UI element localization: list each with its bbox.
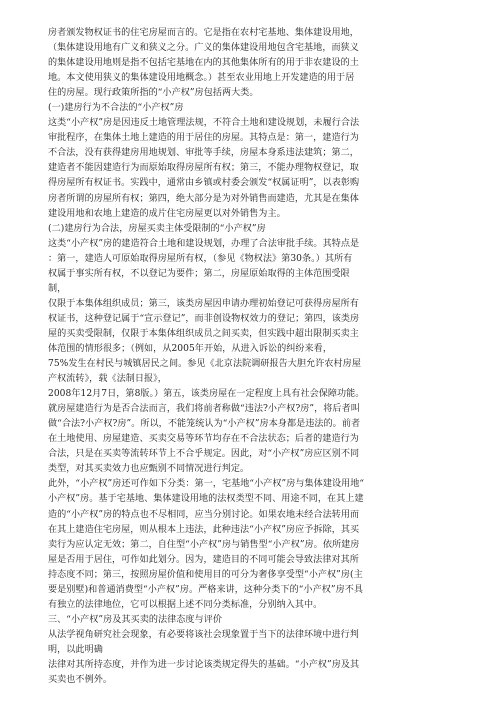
text-line: 在其上建造住宅房屋，则从根本上违法，此种违法“小产权”房应予拆除，其买 <box>48 524 360 535</box>
text-line: 合法，只是在买卖等流转环节上不合乎规定。因此，对“小产权”房应区别不同 <box>48 449 360 460</box>
text-line: 类型，对其买卖效力也应甄别不同情况进行判定。 <box>48 464 250 475</box>
text-line: 建造者不能因建造行为而原始取得房屋所有权；第三，不能办理物权登记，取 <box>48 163 359 174</box>
text-line: 这类“小产权”房是因违反土地管理法规，不符合土地和建设规划，未履行合法 <box>48 118 360 129</box>
text-line: 不合法，没有获得建房用地规划、审批等手续，房屋本身系违法建筑；第二， <box>48 148 359 159</box>
text-line: 的集体建设用地则是指不包括宅基地在内的其他集体所有的用于非农建设的土 <box>48 58 359 69</box>
section-heading: (一)建房行为不合法的“小产权”房 <box>48 103 184 114</box>
text-line: 建设用地和农地上建造的成片住宅房屋更以对外销售为主。 <box>48 208 286 219</box>
text-line: 造的“小产权”房的特点也不尽相同，应当分别讨论。如果农地未经合法转用而 <box>48 509 360 520</box>
text-line: （集体建设用地有广义和狭义之分。广义的集体建设用地包含宅基地，而狭义 <box>48 43 359 54</box>
text-line: 体范围的情形很多；（例如，从2005年开始，从进入诉讼的纠纷来看， <box>48 343 332 354</box>
text-line: 有独立的法律地位，它可以根据上述不同分类标准，分别纳入其中。 <box>48 599 323 610</box>
text-line: 屋是否用于居住，可作如此划分。因为，建造目的不同可能会导致法律对其所 <box>48 554 359 565</box>
text-line: 就房屋建造行为是否合法而言，我们将前者称做“违法?小产权?房”，将后者叫 <box>48 404 360 415</box>
text-line: ：第一，建造人可原始取得房屋所有权，（参见《物权法》第30条。）其所有 <box>48 253 353 264</box>
text-line: 屋的买卖受限制，仅限于本集体组织成员之间买卖，但实践中超出限制买卖主 <box>48 328 359 339</box>
text-line: 得房屋所有权证书。实践中，通常由乡镇或村委会颁发“权属证明”，以表彰购 <box>48 178 360 189</box>
text-line: 仅限于本集体组织成员；第三，该类房屋因申请办理初始登记可获得房屋所有 <box>48 298 359 309</box>
text-line: 房者所谓的房屋所有权；第四，绝大部分是为对外销售而建造，尤其是在集体 <box>48 193 359 204</box>
text-line: 持态度不同；第三，按照房屋价值和使用目的可分为奢侈享受型“小产权”房(主 <box>48 569 363 580</box>
text-line: 明，以此明确 <box>48 644 103 655</box>
text-line: 制， <box>48 283 67 294</box>
text-line: 在土地使用、房屋建造、买卖交易等环节均存在不合法状态；后者的建造行为 <box>48 434 359 445</box>
text-line: 要是别墅)和普通消费型“小产权”房。严格来讲，这种分类下的“小产权”房不具 <box>48 584 363 595</box>
text-line: 这类“小产权”房的建造符合土地和建设规划，办理了合法审批手续。其特点是 <box>48 238 360 249</box>
text-line: 做“合法?小产权?房”。所以，不能笼统认为“小产权”房本身都是违法的。前者 <box>48 419 361 430</box>
text-line: 买卖也不例外。 <box>48 675 113 686</box>
document-body <box>48 26 456 688</box>
text-line: 产权流转》，载《法制日报》， <box>48 374 167 385</box>
text-line: 房者颁发物权证书的住宅房屋而言的。它是指在农村宅基地、集体建设用地， <box>48 28 359 38</box>
text-line: 权证书，这种登记属于“宣示登记”，而非创设物权效力的登记；第四，该类房 <box>48 313 360 324</box>
text-line: 地。本文使用狭义的集体建设用地概念。）甚至农业用地上开发建造的用于居 <box>48 73 355 84</box>
text-line: 2008年12月7日，第8版。）第五，该类房屋在一定程度上具有社会保障功能。 <box>48 389 365 400</box>
text-line: 卖行为应认定无效；第二，自住型“小产权”房与销售型“小产权”房。依所建房 <box>48 539 360 550</box>
section-heading: 三、“小产权”房及其买卖的法律态度与评价 <box>48 614 222 625</box>
section-heading: (二)建房行为合法，房屋买卖主体受限制的“小产权”房 <box>48 223 266 234</box>
text-line: 从法学视角研究社会现象，有必要将该社会现象置于当下的法律环境中进行判 <box>48 629 359 640</box>
text-line: 75%发生在村民与城镇居民之间。参见《北京法院调研报告大胆允许农村房屋 <box>48 359 361 370</box>
text-line: 此外，“小产权”房还可作如下分类：第一，宅基地“小产权”房与集体建设用地“ <box>48 479 365 490</box>
text-line: 权属于事实所有权，不以登记为要件；第二，房屋原始取得的主体范围受限 <box>48 268 350 279</box>
text-line: 住的房屋。现行政策所指的“小产权”房包括两大类。 <box>48 88 259 99</box>
text-line: 审批程序，在集体土地上建造的用于居住的房屋。其特点是：第一，建造行为 <box>48 133 359 144</box>
text-line: 法律对其所持态度，并作为进一步讨论该类规定得失的基础。“小产权”房及其 <box>48 659 360 670</box>
text-line: 小产权”房。基于宅基地、集体建设用地的法权类型不同、用途不同，在其上建 <box>48 494 364 505</box>
